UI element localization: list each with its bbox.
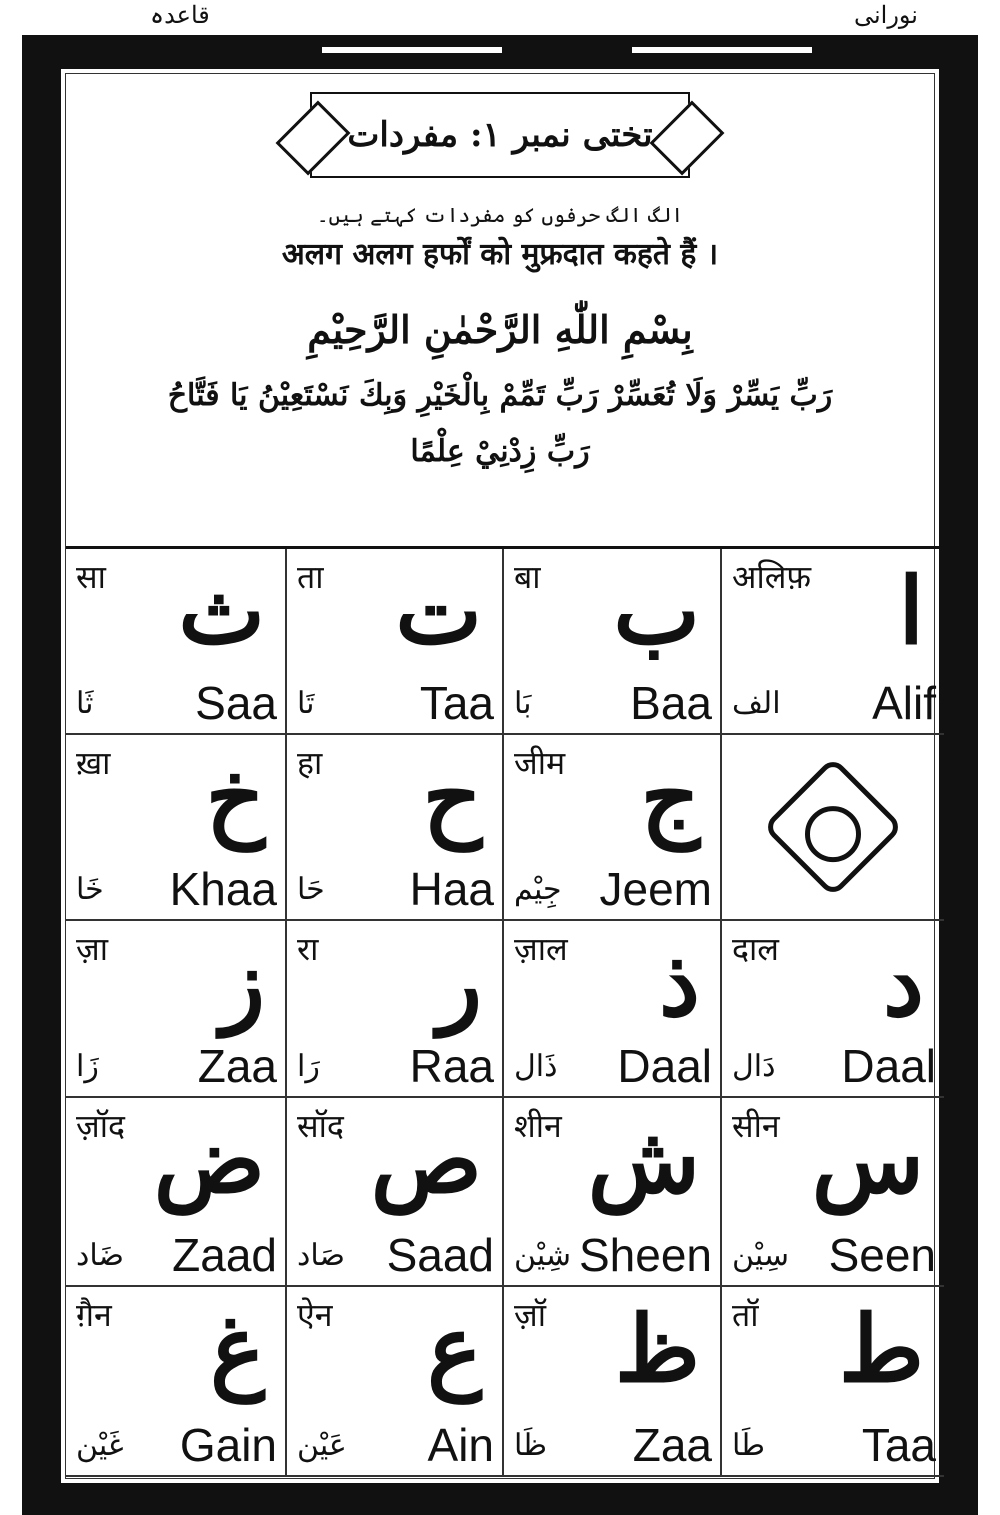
cell-top-row bbox=[514, 1104, 712, 1216]
english-name: Zaa bbox=[197, 1040, 277, 1092]
letter-cell bbox=[722, 1098, 944, 1287]
hindi-label: तॉ bbox=[732, 1296, 759, 1334]
letter-cell bbox=[287, 735, 504, 921]
cell-bottom-row bbox=[514, 863, 712, 915]
cell-bottom-row bbox=[732, 1040, 936, 1092]
urdu-name: سِیْن bbox=[732, 1238, 790, 1273]
english-name: Saad bbox=[386, 1229, 494, 1281]
arabic-letter: ت bbox=[395, 557, 482, 665]
dua-line-1: رَبِّ يَسِّرْ وَلَا تُعَسِّرْ رَبِّ تَمِّمْ بِالْخَيْرِ وَبِكَ نَسْتَعِيْنُ يَا فَتَّاحُ bbox=[167, 378, 833, 413]
urdu-subtitle: الگ الگ حرفوں کو مفردات کہتے ہیں۔ bbox=[316, 203, 684, 227]
cell-bottom-row bbox=[297, 1229, 494, 1281]
letter-cell bbox=[504, 1098, 722, 1287]
hindi-label: ऐन bbox=[297, 1296, 333, 1334]
cell-bottom-row bbox=[514, 1040, 712, 1092]
arabic-letter: غ bbox=[210, 1295, 265, 1403]
hindi-label: सीन bbox=[732, 1107, 780, 1145]
content-area bbox=[65, 73, 935, 1479]
hindi-label: अलिफ़ bbox=[732, 558, 812, 596]
english-name: Sheen bbox=[578, 1229, 712, 1281]
letter-cell bbox=[722, 1287, 944, 1477]
letter-grid bbox=[66, 546, 944, 1486]
urdu-name: خَا bbox=[76, 872, 104, 907]
cell-bottom-row bbox=[297, 1040, 494, 1092]
title-cartouche bbox=[310, 92, 690, 178]
letter-cell bbox=[287, 1287, 504, 1477]
arabic-letter: ح bbox=[422, 743, 482, 851]
urdu-name: الف bbox=[732, 686, 781, 721]
english-name: Haa bbox=[409, 863, 494, 915]
urdu-name: شِیْن bbox=[514, 1238, 572, 1273]
hindi-label: ख़ा bbox=[76, 744, 111, 782]
hindi-label: ज़ॉ bbox=[514, 1296, 547, 1334]
cell-top-row bbox=[732, 555, 936, 667]
cell-bottom-row bbox=[514, 1419, 712, 1471]
hindi-label: हा bbox=[297, 744, 323, 782]
cell-top-row bbox=[76, 555, 277, 667]
cell-bottom-row bbox=[76, 1040, 277, 1092]
arabic-letter: ر bbox=[437, 929, 482, 1037]
letter-cell bbox=[66, 921, 287, 1098]
cell-bottom-row bbox=[514, 677, 712, 729]
arabic-letter: ش bbox=[587, 1106, 700, 1214]
english-name: Daal bbox=[841, 1040, 936, 1092]
letter-cell bbox=[504, 549, 722, 735]
page-header bbox=[66, 74, 934, 544]
urdu-name: حَا bbox=[297, 872, 325, 907]
cell-bottom-row bbox=[76, 677, 277, 729]
cell-top-row bbox=[514, 555, 712, 667]
arabic-letter: ض bbox=[153, 1106, 265, 1214]
cell-top-row bbox=[297, 741, 494, 853]
cell-top-row bbox=[732, 1293, 936, 1405]
hindi-label: शीन bbox=[514, 1107, 562, 1145]
arabic-letter: س bbox=[811, 1106, 924, 1214]
urdu-name: ضَاد bbox=[76, 1238, 124, 1273]
letter-cell bbox=[66, 1098, 287, 1287]
hindi-label: सा bbox=[76, 558, 106, 596]
letter-cell bbox=[504, 735, 722, 921]
cell-bottom-row bbox=[514, 1229, 712, 1281]
arabic-letter: ط bbox=[838, 1295, 924, 1403]
letter-cell bbox=[504, 921, 722, 1098]
cell-bottom-row bbox=[76, 863, 277, 915]
arabic-letter: ذ bbox=[659, 929, 700, 1037]
ornament-icon bbox=[762, 756, 903, 897]
cell-top-row bbox=[514, 927, 712, 1039]
bismillah: بِسْمِ اللّٰهِ الرَّحْمٰنِ الرَّحِيْمِ bbox=[307, 307, 693, 352]
hindi-label: ज़ा bbox=[76, 930, 109, 968]
cell-top-row bbox=[297, 927, 494, 1039]
hindi-label: ग़ैन bbox=[76, 1296, 112, 1334]
letter-cell bbox=[504, 1287, 722, 1477]
cell-bottom-row bbox=[297, 863, 494, 915]
english-name: Ain bbox=[427, 1419, 494, 1471]
english-name: Taa bbox=[419, 677, 494, 729]
hindi-label: दाल bbox=[732, 930, 779, 968]
cell-top-row bbox=[76, 1293, 277, 1405]
arabic-letter: خ bbox=[205, 743, 265, 851]
english-name: Khaa bbox=[169, 863, 277, 915]
english-name: Alif bbox=[872, 677, 936, 729]
urdu-name: تَا bbox=[297, 686, 315, 721]
page-panel bbox=[58, 66, 942, 1486]
hindi-label: रा bbox=[297, 930, 319, 968]
english-name: Daal bbox=[617, 1040, 712, 1092]
urdu-name: جِیْم bbox=[514, 872, 562, 907]
hindi-label: सॉद bbox=[297, 1107, 344, 1145]
urdu-name: غَیْن bbox=[76, 1428, 124, 1463]
cell-bottom-row bbox=[76, 1419, 277, 1471]
hindi-label: जीम bbox=[514, 744, 566, 782]
ornament-cell bbox=[722, 735, 944, 921]
letter-cell bbox=[66, 549, 287, 735]
english-name: Zaad bbox=[172, 1229, 277, 1281]
letter-cell bbox=[287, 1098, 504, 1287]
cell-top-row bbox=[76, 1104, 277, 1216]
cell-bottom-row bbox=[732, 1229, 936, 1281]
urdu-name: ظَا bbox=[514, 1428, 548, 1463]
english-name: Raa bbox=[409, 1040, 494, 1092]
urdu-name: بَا bbox=[514, 686, 532, 721]
arabic-letter: د bbox=[883, 929, 924, 1037]
arabic-letter: ز bbox=[220, 929, 265, 1037]
english-name: Saa bbox=[195, 677, 277, 729]
urdu-name: دَال bbox=[732, 1049, 776, 1084]
letter-cell bbox=[66, 735, 287, 921]
cell-bottom-row bbox=[732, 677, 936, 729]
english-name: Taa bbox=[861, 1419, 936, 1471]
english-name: Zaa bbox=[632, 1419, 712, 1471]
arabic-letter: ا bbox=[898, 557, 924, 665]
cell-top-row bbox=[76, 741, 277, 853]
english-name: Seen bbox=[828, 1229, 936, 1281]
hindi-label: ज़ाल bbox=[514, 930, 568, 968]
letter-cell bbox=[287, 549, 504, 735]
hindi-label: ता bbox=[297, 558, 324, 596]
urdu-name: عَیْن bbox=[297, 1428, 347, 1463]
hindi-label: बा bbox=[514, 558, 541, 596]
urdu-name: زَا bbox=[76, 1049, 99, 1084]
arabic-letter: ب bbox=[613, 557, 700, 665]
hindi-subtitle: अलग अलग हर्फों को मुफ्रदात कहते हैं । bbox=[281, 237, 719, 272]
english-name: Baa bbox=[630, 677, 712, 729]
arabic-letter: ص bbox=[370, 1106, 482, 1214]
cell-bottom-row bbox=[297, 1419, 494, 1471]
urdu-name: صَاد bbox=[297, 1238, 345, 1273]
english-name: Gain bbox=[179, 1419, 277, 1471]
arabic-letter: ث bbox=[178, 557, 265, 665]
cell-top-row bbox=[514, 741, 712, 853]
urdu-name: طَا bbox=[732, 1428, 766, 1463]
cell-top-row bbox=[297, 555, 494, 667]
cell-top-row bbox=[297, 1104, 494, 1216]
urdu-name: رَا bbox=[297, 1049, 320, 1084]
cell-top-row bbox=[514, 1293, 712, 1405]
header-left-label: قاعدہ bbox=[150, 1, 210, 29]
letter-cell bbox=[722, 549, 944, 735]
cell-bottom-row bbox=[297, 677, 494, 729]
arabic-letter: ظ bbox=[614, 1295, 700, 1403]
urdu-name: ذَال bbox=[514, 1049, 558, 1084]
dua-line-2: رَبِّ زِدْنِيْ عِلْمًا bbox=[410, 434, 590, 469]
english-name: Jeem bbox=[599, 863, 712, 915]
header-right-label: نورانی bbox=[853, 1, 918, 29]
letter-cell bbox=[722, 921, 944, 1098]
letter-cell bbox=[66, 1287, 287, 1477]
arabic-letter: ج bbox=[640, 743, 700, 851]
page-title: تختی نمبر ۱: مفردات bbox=[347, 114, 653, 155]
cell-top-row bbox=[732, 927, 936, 1039]
letter-cell bbox=[287, 921, 504, 1098]
hindi-label: ज़ॉद bbox=[76, 1107, 126, 1145]
arabic-letter: ع bbox=[427, 1295, 482, 1403]
cell-top-row bbox=[76, 927, 277, 1039]
cell-top-row bbox=[297, 1293, 494, 1405]
cell-bottom-row bbox=[76, 1229, 277, 1281]
urdu-name: ثَا bbox=[76, 686, 94, 721]
cell-top-row bbox=[732, 1104, 936, 1216]
cell-bottom-row bbox=[732, 1419, 936, 1471]
